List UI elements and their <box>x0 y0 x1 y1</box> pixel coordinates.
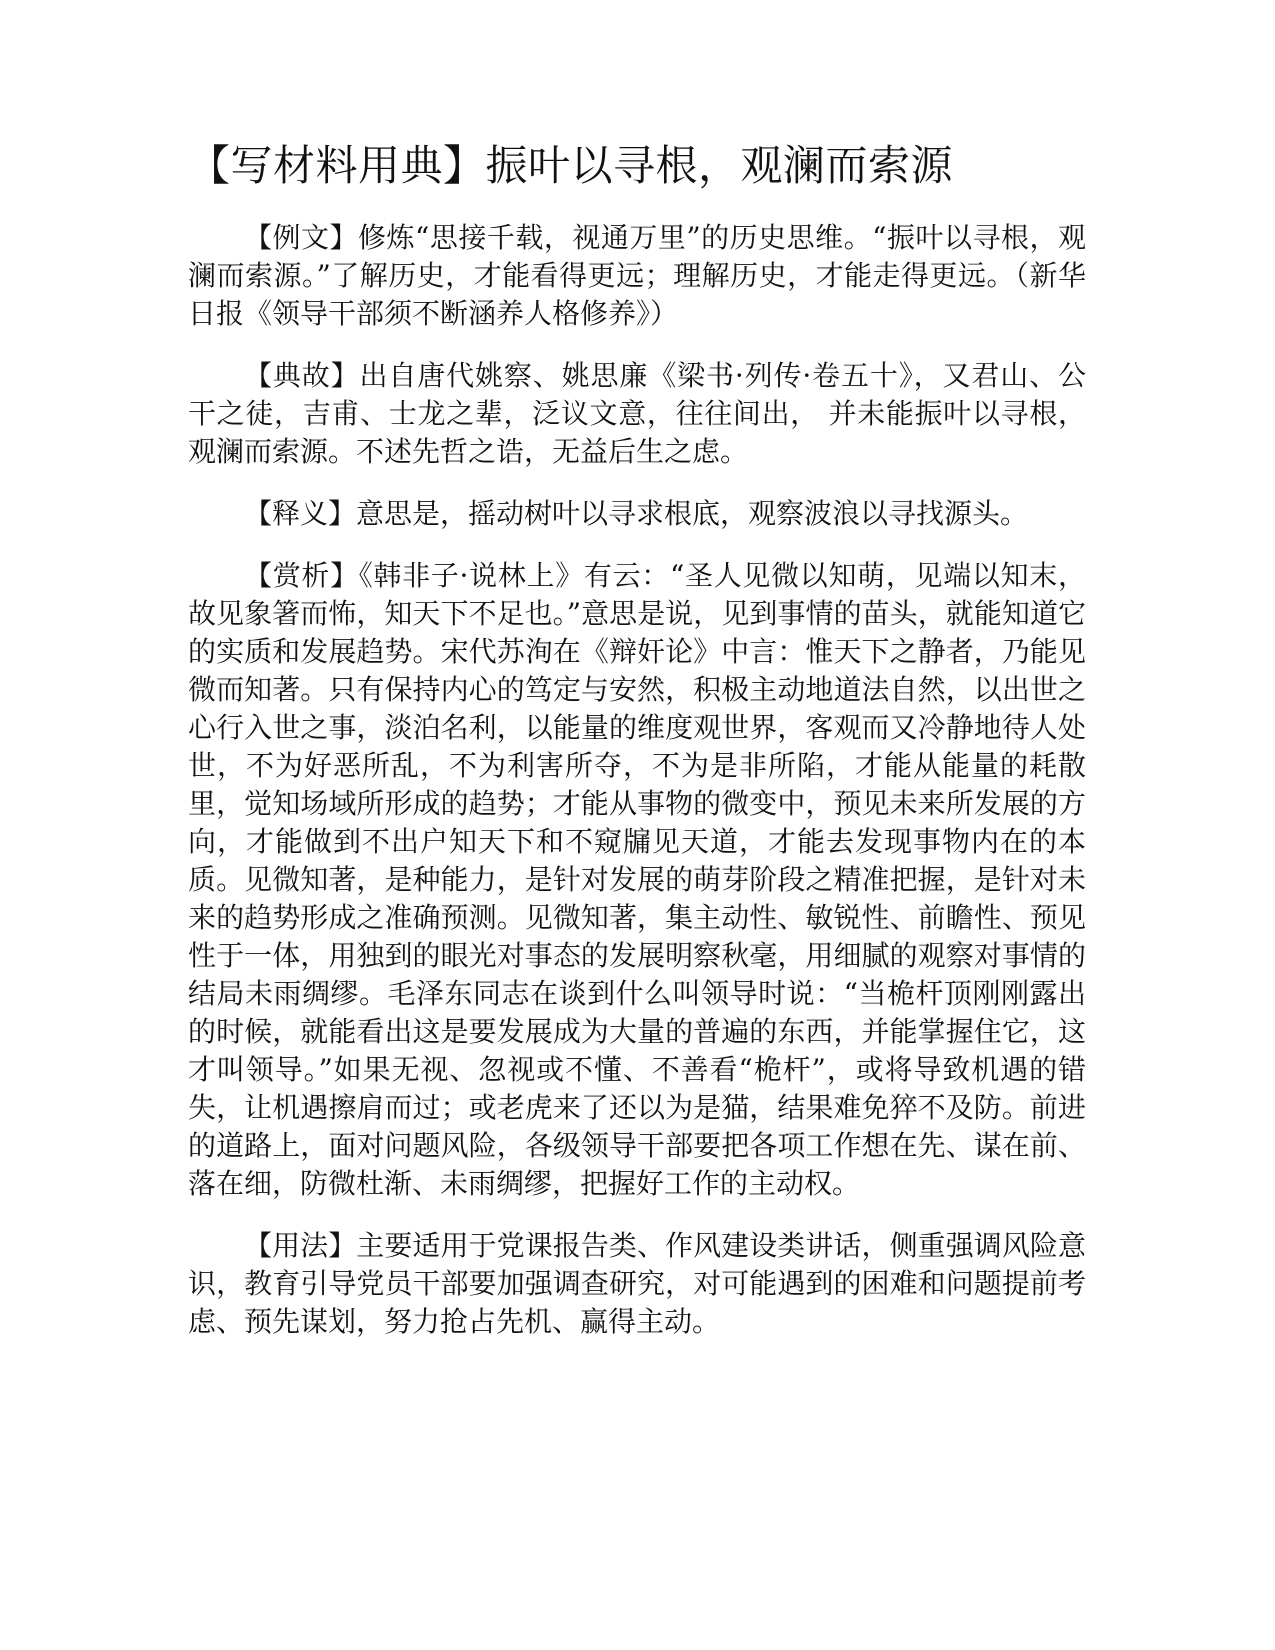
section-text: 《韩非子·说林上》有云：“圣人见微以知萌，见端以知末，故见象箸而怖，知天下不足也。”意思是说，见到事情的苗头，就能知道它的实质和发展趋势。宋代苏洵在《辩奸论》中言：惟天下之静者，乃能见微而知著。只有保持内心的笃定与安然，积极主动地道法自然，以出世之心行入世之事，淡泊名利，以能量的维度观世界，客观而又冷静地待人处世，不为好恶所乱，不为利害所夺，不为是非所陷，才能从能量的耗散里，觉知场域所形成的趋势；才能从事物的微变中，预见未来所发展的方向，才能做到不出户知天下和不窥牖见天道，才能去发现事物内在的本质。见微知著，是种能力，是针对发展的萌芽阶段之精准把握，是针对未来的趋势形成之准确预测。见微知著，集主动性、敏锐性、前瞻性、预见性于一体，用独到的眼光对事态的发展明察秋毫，用细腻的观察对事情的结局未雨绸缪。毛泽东同志在谈到什么叫领导时说：“当桅杆顶刚刚露出的时候，就能看出这是要发展成为大量的普遍的东西，并能掌握住它，这才叫领导。”如果无视、忽视或不懂、不善看“桅杆”，或将导致机遇的错失，让机遇擦肩而过；或老虎来了还以为是猫，结果难免猝不及防。前进的道路上，面对问题风险，各级领导干部要把各项工作想在先、谋在前、落在细，防微杜渐、未雨绸缪，把握好工作的主动权。 <box>188 558 1086 1200</box>
section-tag: 【赏析】 <box>244 558 359 592</box>
section-allusion <box>188 357 1086 471</box>
section-tag: 【释义】 <box>244 496 357 530</box>
section-text: 出自唐代姚察、姚思廉《梁书·列传·卷五十》，又君山、公干之徒，吉甫、士龙之辈，泛议文意，往往间出， 并未能振叶以寻根，观澜而索源。不述先哲之诰，无益后生之虑。 <box>188 358 1086 468</box>
document-page <box>188 140 1086 1365</box>
section-appreciation <box>188 557 1086 1203</box>
section-example <box>188 219 1086 333</box>
document-title: 【写材料用典】振叶以寻根，观澜而索源 <box>188 141 954 190</box>
section-tag: 【用法】 <box>244 1228 357 1262</box>
section-tag: 【典故】 <box>244 358 360 392</box>
section-meaning <box>188 495 1086 533</box>
section-text: 意思是，摇动树叶以寻求根底，观察波浪以寻找源头。 <box>356 496 1029 530</box>
section-text: 主要适用于党课报告类、作风建设类讲话，侧重强调风险意识，教育引导党员干部要加强调查研究，对可能遇到的困难和问题提前考虑、预先谋划，努力抢占先机、赢得主动。 <box>188 1228 1086 1338</box>
section-usage <box>188 1227 1086 1341</box>
section-text: 修炼“思接千载，视通万里”的历史思维。“振叶以寻根，观澜而索源。”了解历史，才能看得更远；理解历史，才能走得更远。（新华日报《领导干部须不断涵养人格修养》） <box>188 220 1086 330</box>
section-tag: 【例文】 <box>244 220 359 254</box>
